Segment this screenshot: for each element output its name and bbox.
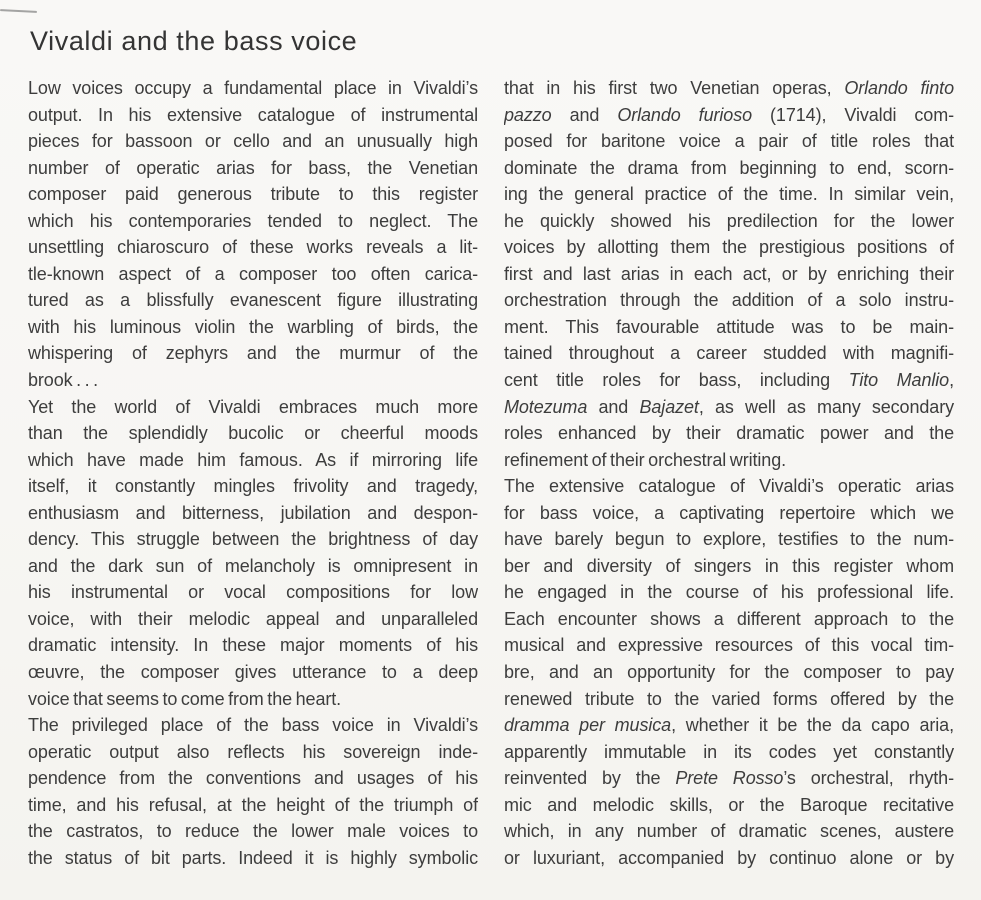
text-line: have barely begun to explore, testifies to the num- xyxy=(504,529,954,550)
text-line: itself, it constantly mingles frivolity and tragedy, xyxy=(28,476,478,497)
text-line: the status of bit parts. Indeed it is highly symbolic xyxy=(28,847,478,868)
text-line: brook . . . xyxy=(28,370,99,391)
text-line: voice that seems to come from the heart. xyxy=(28,688,342,709)
text-line: or luxuriant, accompanied by continuo alone or by xyxy=(504,847,954,868)
text-line: tained throughout a career studded with magnifi- xyxy=(504,343,954,364)
text-line: unsettling chiaroscuro of these works reveals a lit- xyxy=(28,237,478,258)
text-line: dominate the drama from beginning to end, scorn- xyxy=(504,157,954,178)
text-line: apparently immutable in its codes yet constantly xyxy=(504,741,954,762)
text-line: cent title roles for bass, including Tito Manlio, xyxy=(504,370,954,391)
text-line: bre, and an opportunity for the composer to pay xyxy=(504,662,954,683)
text-line: and the dark sun of melancholy is omnipresent in xyxy=(28,555,478,576)
text-line: pendence from the conventions and usages of his xyxy=(28,768,478,789)
text-line: whispering of zephyrs and the murmur of the xyxy=(28,343,478,364)
text-line: The extensive catalogue of Vivaldi’s operatic arias xyxy=(504,476,954,497)
text-line: dency. This struggle between the brightness of day xyxy=(28,529,478,550)
text-line: for bass voice, a captivating repertoire which we xyxy=(504,502,954,523)
text-line: refinement of their orchestral writing. xyxy=(504,449,787,470)
text-line: which his contemporaries tended to neglect. The xyxy=(28,210,478,231)
text-line: pieces for bassoon or cello and an unusually high xyxy=(28,131,478,152)
text-line: first and last arias in each act, or by enriching their xyxy=(504,263,954,284)
text-line: Motezuma and Bajazet, as well as many secondary xyxy=(504,396,954,417)
paragraph xyxy=(28,712,478,871)
text-line: tle-known aspect of a composer too often carica- xyxy=(28,263,478,284)
text-line: musical and expressive resources of this vocal tim- xyxy=(504,635,954,656)
text-line: orchestration through the addition of a solo instru- xyxy=(504,290,954,311)
text-line: dramatic intensity. In these major moments of his xyxy=(28,635,478,656)
text-line: roles enhanced by their dramatic power and the xyxy=(504,423,954,444)
text-line: the castratos, to reduce the lower male voices to xyxy=(28,821,478,842)
text-line: dramma per musica, whether it be the da capo aria, xyxy=(504,715,954,736)
text-line: he quickly showed his predilection for the lower xyxy=(504,210,954,231)
page-title: Vivaldi and the bass voice xyxy=(30,26,358,56)
text-line: voices by allotting them the prestigious positions of xyxy=(504,237,954,258)
text-line: Low voices occupy a fundamental place in Vivaldi’s xyxy=(28,78,478,98)
text-line: number of operatic arias for bass, the Venetian xyxy=(28,157,478,178)
text-line: renewed tribute to the varied forms offered by the xyxy=(504,688,954,709)
text-line: enthusiasm and bitterness, jubilation and despon- xyxy=(28,502,478,523)
text-line: operatic output also reflects his sovereign inde- xyxy=(28,741,478,762)
text-line: œuvre, the composer gives utterance to a deep xyxy=(28,662,478,683)
text-line: time, and his refusal, at the height of the triumph of xyxy=(28,794,478,815)
text-line: ing the general practice of the time. In similar vein, xyxy=(504,184,954,205)
paragraph xyxy=(28,75,478,394)
text-line: composer paid generous tribute to this register xyxy=(28,184,478,205)
text-line: posed for baritone voice a pair of title roles that xyxy=(504,131,954,152)
two-column-text-body xyxy=(28,75,954,871)
text-line: than the splendidly bucolic or cheerful moods xyxy=(28,423,478,444)
text-column-left xyxy=(28,75,478,871)
text-line: his instrumental or vocal compositions for low xyxy=(28,582,478,603)
text-line: tured as a blissfully evanescent figure illustrating xyxy=(28,290,478,311)
scan-scratch-mark xyxy=(0,9,37,13)
paragraph xyxy=(28,394,478,713)
text-line: reinvented by the Prete Rosso’s orchestral, rhyth- xyxy=(504,768,954,789)
text-line: which have made him famous. As if mirroring life xyxy=(28,449,478,470)
text-line: voice, with their melodic appeal and unparalleled xyxy=(28,608,478,629)
text-line: which, in any number of dramatic scenes, austere xyxy=(504,821,954,842)
text-line: he engaged in the course of his professional life. xyxy=(504,582,954,603)
text-line: that in his first two Venetian operas, Orlando finto xyxy=(504,78,954,98)
text-column-right xyxy=(504,75,954,871)
text-line: ber and diversity of singers in this register whom xyxy=(504,555,954,576)
text-line: Each encounter shows a different approach to the xyxy=(504,608,954,629)
paragraph xyxy=(504,75,954,473)
paragraph xyxy=(504,473,954,871)
text-line: ment. This favourable attitude was to be main- xyxy=(504,316,954,337)
text-line: pazzo and Orlando furioso (1714), Vivaldi com- xyxy=(504,104,954,125)
text-line: The privileged place of the bass voice in Vivaldi’s xyxy=(28,715,478,736)
text-line: Yet the world of Vivaldi embraces much more xyxy=(28,396,478,417)
text-line: output. In his extensive catalogue of instrumental xyxy=(28,104,478,125)
text-line: mic and melodic skills, or the Baroque recitative xyxy=(504,794,954,815)
text-line: with his luminous violin the warbling of birds, the xyxy=(28,316,478,337)
